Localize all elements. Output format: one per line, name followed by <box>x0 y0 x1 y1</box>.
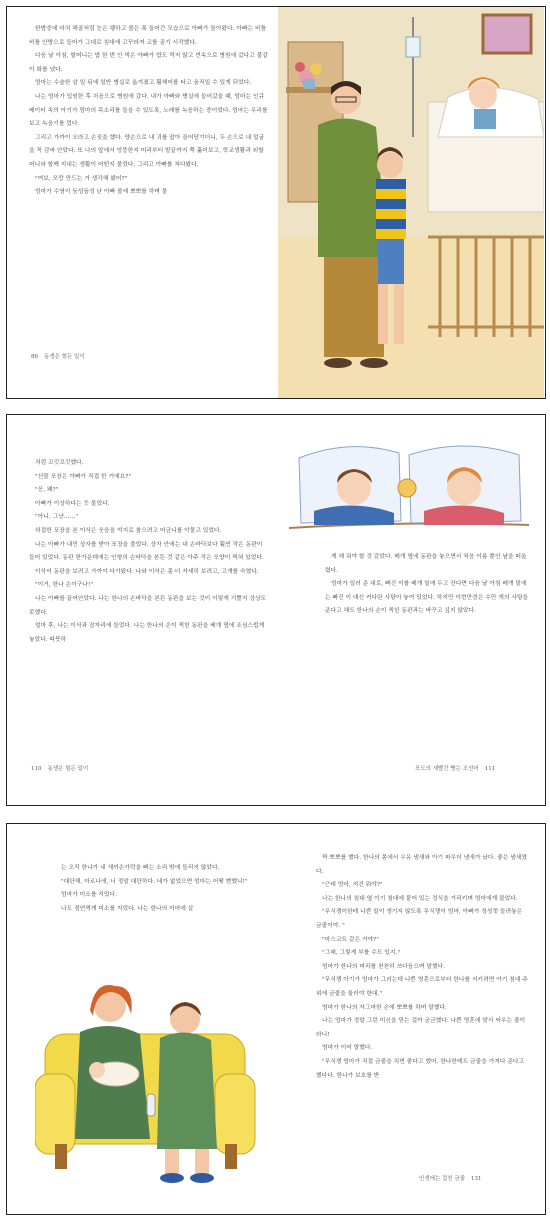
body-paragraph: 한밤중에 마치 해골처럼 눈은 쾡하고 볼은 푹 들어간 모습으로 아빠가 돌아왔다. 아빠는 비틀비틀 안방으로 들어가 그대로 침대에 고꾸라져 코를 골기 시작했다. <box>29 26 267 46</box>
body-paragraph: "응, 왜?" <box>35 487 59 494</box>
page-111-text <box>325 551 530 619</box>
body-paragraph: 는 오직 한나가 내 새끼손가락을 빠는 소리 밖에 들리지 않았다. <box>61 865 220 871</box>
book-spread-2 <box>6 414 546 806</box>
page-131-text <box>316 852 528 1083</box>
running-title: 동생은 힘든 일이 <box>44 354 85 360</box>
body-paragraph: "아니, 그냥……" <box>35 514 79 521</box>
body-paragraph: 처럼 꼬깃꼬깃했다. <box>35 460 84 466</box>
body-paragraph: 엄마는 수술한 삼 일 뒤에 일반 병실로 옮겨졌고 휠체어를 타고 움직일 수 있게 되었다. <box>35 80 252 87</box>
body-paragraph: "그래, 그렇게 부를 수도 있지." <box>322 950 400 957</box>
body-paragraph: "마스코트 같은 거야?" <box>322 936 379 943</box>
body-paragraph: 엄마가 일러 준 대로, 빠진 이를 베개 밑에 두고 잔다면 다음 날 아침 베개 밑에는 빠진 이 대신 커다란 사탕이 놓여 있었다. 하지만 이번만큼은 수만 개의 사탕을 준다고 해도 한나의 손이 찍힌 동판과는 바꾸고 싶지 않았다. <box>325 581 529 615</box>
page-number: 86 <box>31 354 38 360</box>
book-spread-1 <box>6 6 546 399</box>
body-paragraph: "근데 엄마, 저건 뭐야?" <box>322 882 383 889</box>
body-paragraph: "이거, 한나 손이구나!" <box>35 582 93 589</box>
body-paragraph: 나는 아빠를 끌어안았다. 나는 한나의 손바닥을 본뜬 동판을 보는 것이 이렇게 기쁠지 상상도 못했다. <box>29 595 267 616</box>
illustration-hospital-room <box>278 7 544 398</box>
body-paragraph: 엄마가 한나의 자그마한 손에 뽀뽀를 하며 말했다. <box>322 1004 447 1011</box>
body-paragraph: 다음 날 아침, 할머니는 밥 한 번 안 먹은 아빠가 밥도 먹지 않고 빈속으로 병원에 갔다고 불같이 화를 냈다. <box>29 53 268 73</box>
running-title: 포도의 새빨간 빵는 조선어 <box>415 766 479 772</box>
body-paragraph: 그리고 가까이 오라고 손짓을 했다. 양손으로 내 귀를 잡아 끌어당기더니, 두 손으로 내 얼굴을 꼭 감싸 안았다. 또 나의 앞에서 엉뚱한지 머리부터 발끝까지 쭉 훑어보고, 학교생활과 외할머니와 함께 지내는 생활이 어떤지 물었다. 그리고 아빠를 쳐다봤다. <box>29 134 265 168</box>
body-paragraph: "무식쟁 아기가 엄마가 그러는데 나쁜 영혼으로부터 한나를 지키려면 아기 침대 주위에 금줄을 둘러야 한대." <box>316 977 528 997</box>
body-paragraph: 짝 뽀뽀를 했다. 한나의 몸에서 우유 냄새와 아기 파우더 냄새가 났다. 좋은 냄새였다. <box>316 855 527 875</box>
page-86-folio <box>31 352 85 360</box>
page-130-text <box>55 862 265 916</box>
body-paragraph: 엄마가 수염이 듬성듬성 난 아빠 볼에 뽀뽀를 하며 물 <box>35 189 168 196</box>
body-paragraph: "무식쟁이한테 나쁜 일이 생기지 않도록 무식쟁이 엄마, 아빠가 정성껏 들려놓은 금줄이야. " <box>316 909 523 929</box>
body-paragraph: 나도 겸연쩍게 미소를 지었다. 나는 한나의 이마에 살 <box>61 905 194 912</box>
body-paragraph: 나는 아빠가 내민 상자를 받아 포장을 풀었다. 상자 안에는 내 손바닥보다 훨씬 작은 동판이 들어 있었다. 동판 한가운데에는 인형의 손바닥을 본뜬 것 같은 아주 작은 모양이 찍혀 있었다. <box>29 541 264 562</box>
body-paragraph: 허접한 포장을 본 이삭은 웃음을 억지로 참으려고 어금니를 악물고 있었다. <box>35 527 222 534</box>
body-paragraph: "선물 포장은 아빠가 직접 한 거예요?" <box>35 473 132 480</box>
body-paragraph: 얼마 후, 나는 이삭과 잠자리에 들었다. 나는 한나의 손이 찍힌 동판을 베개 옆에 조심스럽게 놓았다. 따뜻하 <box>29 623 265 643</box>
page-110-folio <box>31 764 88 772</box>
illustration-family-on-sofa <box>35 964 265 1194</box>
body-paragraph: 엄마가 한나의 머리를 천천히 쓰다듬으며 말했다. <box>322 963 446 970</box>
body-paragraph: "대단해, 마르나에, 너 정말 대단하다. 네가 없었으면 엄마는 어떻 뻔했니!" <box>61 878 248 885</box>
illustration-children-sleeping <box>279 433 534 533</box>
page-number: 110 <box>31 766 42 772</box>
page-111-folio <box>415 764 495 772</box>
body-paragraph: 이삭이 동판을 보려고 가까이 다가왔다. 나와 이삭은 좀 더 자세히 보려고, 고개를 숙였다. <box>35 568 259 575</box>
body-paragraph: 나는 엄마가 입원한 후 처음으로 병원에 갔다. 내가 아빠와 병실에 들어갔을 때, 엄마는 인큐베이터 속의 아기가 엄마의 목소리를 들을 수 있도록, 노래를 녹음하는 중이었다. 엄마는 우리를 보고 녹음기를 껐다. <box>29 93 268 128</box>
body-paragraph: 나는 엄마가 정말 그런 미신을 믿는 걸까 궁금했다. 나쁜 영혼에 맞서 싸우는 줄이라니! <box>316 1018 526 1038</box>
page-131-folio <box>419 1174 482 1182</box>
body-paragraph: "무식쟁 엄마가 직접 금줄을 치면 좋다고 했어. 한나한테도 금줄을 가져다 준다고 했다다. 한나가 보호를 받 <box>316 1058 525 1079</box>
body-paragraph: 엄마가 이어 말했다. <box>322 1045 373 1052</box>
book-spread-3 <box>6 823 546 1215</box>
page-number: 131 <box>471 1176 482 1182</box>
page-number: 111 <box>484 766 496 772</box>
body-paragraph: 엄마가 미소를 지었다. <box>61 892 117 899</box>
running-title: 동생은 힘든 일이 <box>47 766 89 772</box>
body-paragraph: 아빠가 이상하다는 듯 물었다. <box>35 500 110 507</box>
page-110-text <box>29 457 269 647</box>
body-paragraph: 나는 한나의 침대 옆 이기 침대에 붙어 있는 정식을 가리키며 엄마에게 물었다. <box>322 895 518 902</box>
body-paragraph: "여보, 모랑 만드는 거 생각해 봤어?" <box>35 175 128 182</box>
body-paragraph: 게 해 줘야 할 것 같았다. 베개 옆에 동판을 놓으면서 처음 이름 뿐인 날을 떠올렸다. <box>325 554 527 574</box>
running-title: 인생에는 걸친 금줄 <box>419 1176 466 1182</box>
page-86-text <box>29 23 269 200</box>
